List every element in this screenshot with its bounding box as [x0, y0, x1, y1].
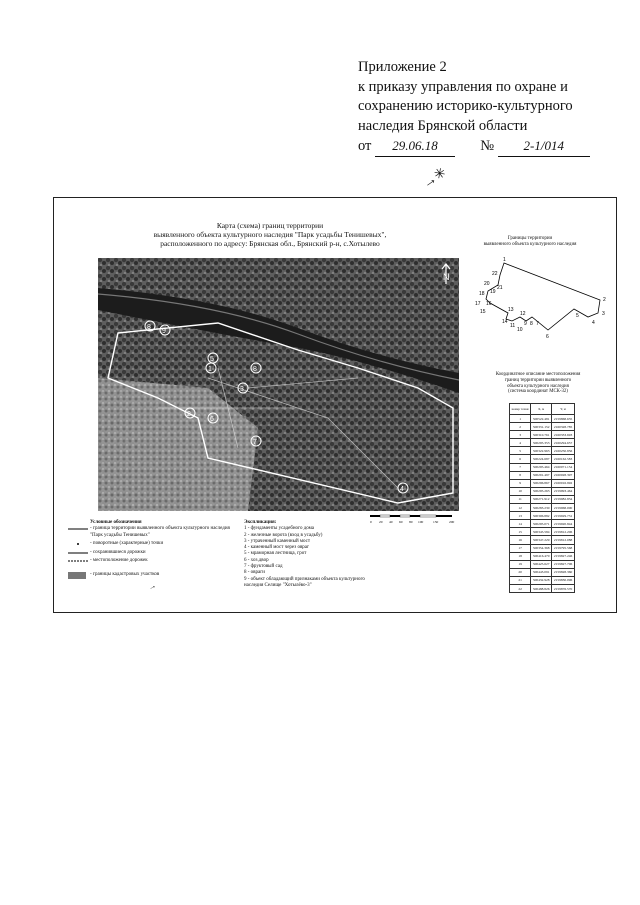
cell-y: 2160328.785 [552, 423, 575, 431]
cell-y: 2159812.088 [552, 536, 575, 544]
marker-8a: 8 [147, 324, 151, 331]
cell-point-number: 3 [510, 431, 531, 439]
cell-y: 2159795.568 [552, 544, 575, 552]
marker-5: 5 [210, 356, 214, 363]
table-row [510, 544, 575, 552]
map-title-line-3: расположенного по адресу: Брянская обл., Брянский р-н, с.Хотылево [160, 239, 380, 248]
marker-1: 1 [208, 366, 212, 373]
boundary-outline [470, 255, 610, 350]
col-x: X, м [531, 404, 552, 415]
cell-x: 500224.687 [531, 455, 552, 463]
dashed-path-icon [68, 558, 90, 564]
point-7: 7 [536, 321, 539, 327]
table-row [510, 512, 575, 520]
table-row [510, 560, 575, 568]
cell-x: 500331.152 [531, 423, 552, 431]
inset-title-line-1: Границы территории [507, 236, 553, 241]
scale-tick-40: 40 [389, 520, 393, 524]
cell-x: 500354.368 [531, 544, 552, 552]
cell-x: 500522.481 [531, 415, 552, 423]
cell-point-number: 14 [510, 520, 531, 528]
cadastral-swatch-icon [68, 572, 90, 578]
cell-x: 500306.882 [531, 512, 552, 520]
explication-item: 3 - утраченный каменный мост [244, 538, 311, 544]
cell-y: 2159993.464 [552, 487, 575, 495]
point-13: 13 [508, 307, 514, 313]
table-row [510, 568, 575, 576]
legend-item-label: - границы кадастровых участков [90, 572, 160, 578]
explication-item: 2 - железные ворота (вход в усадьбу) [244, 532, 323, 538]
cell-point-number: 9 [510, 479, 531, 487]
legend-item-paths [68, 550, 238, 556]
boundary-diagram [470, 255, 610, 350]
explication-heading: Экспликация: [244, 520, 277, 525]
cell-x: 500345.584 [531, 528, 552, 536]
cell-point-number: 18 [510, 552, 531, 560]
coords-table [509, 403, 575, 593]
legend-item-label: - граница территории выявленного объекта культурного наследия "Парк усадьбы Тенишевых" [90, 526, 230, 538]
cell-point-number: 10 [510, 487, 531, 495]
inset-title-line-2: выявленного объекта культурного наследия [483, 242, 577, 247]
coords-table-title [478, 372, 598, 395]
cell-y: 2159828.360 [552, 568, 575, 576]
header-line-4: наследия Брянской области [358, 117, 528, 134]
cell-point-number: 7 [510, 463, 531, 471]
cell-x: 500295.263 [531, 487, 552, 495]
cell-point-number: 12 [510, 504, 531, 512]
point-15: 15 [480, 309, 486, 315]
scale-bar [370, 514, 460, 525]
legend-item-label: - местоположение дорожек [90, 558, 148, 564]
handwritten-arrow-mark: → [146, 580, 158, 593]
cell-y: 2159868.635 [552, 415, 575, 423]
cell-point-number: 6 [510, 455, 531, 463]
handwritten-mark: →✳ [420, 164, 450, 193]
header-line-1: Приложение 2 [358, 59, 447, 75]
point-18: 18 [479, 291, 485, 297]
point-12: 12 [520, 311, 526, 317]
legend-item-label: - поворотные (характерные) точки [90, 541, 164, 547]
point-4: 4 [592, 320, 595, 326]
scale-tick-20: 20 [379, 520, 383, 524]
cell-x: 500310.761 [531, 431, 552, 439]
cell-y: 2159876.570 [552, 584, 575, 592]
table-row [510, 504, 575, 512]
explication-item: 6 - хоз.двор [244, 557, 269, 563]
marker-2: 2 [187, 411, 191, 418]
point-1: 1 [503, 257, 506, 263]
header-date-line [358, 136, 628, 157]
legend-item-label: - сохранившиеся дорожки [90, 549, 146, 555]
cell-y: 2160294.657 [552, 439, 575, 447]
point-16: 16 [486, 301, 492, 307]
marker-9: 9 [162, 328, 166, 335]
point-21: 21 [497, 285, 503, 291]
table-row [510, 552, 575, 560]
cell-x: 500432.928 [531, 576, 552, 584]
marker-7: 7 [253, 439, 257, 446]
header-line-3: сохранению историко-культурного [358, 98, 573, 114]
header-line-2: к приказу управления по охране и [358, 78, 568, 95]
map-title-line-2: выявленного объекта культурного наследия "Парк усадьбы Тенишевых", [153, 230, 387, 239]
cell-x: 500295.464 [531, 463, 552, 471]
point-9: 9 [524, 321, 527, 327]
cell-point-number: 8 [510, 471, 531, 479]
coords-title-line-2: границ территории выявленного [504, 377, 572, 383]
coords-title-line-1: Координатное описание местоположения [495, 372, 581, 377]
cell-point-number: 21 [510, 576, 531, 584]
cell-y: 2160250.856 [552, 447, 575, 455]
point-19: 19 [490, 289, 496, 295]
cell-x: 500488.826 [531, 584, 552, 592]
marker-4: 4 [400, 486, 404, 493]
table-row [510, 520, 575, 528]
coords-title-line-3: объекта культурного наследия [507, 383, 569, 389]
map-title-line-1: Карта (схема) границ территории [216, 221, 324, 230]
explication-item: 1 - фундаменты усадебного дома [244, 526, 315, 532]
table-row [510, 487, 575, 495]
cell-x: 500416.470 [531, 552, 552, 560]
cell-y: 2160162.583 [552, 455, 575, 463]
marker-6: 6 [210, 416, 214, 423]
cell-x: 500295.071 [531, 520, 552, 528]
table-row [510, 439, 575, 447]
cell-x: 500443.091 [531, 568, 552, 576]
cell-x: 500291.497 [531, 471, 552, 479]
scale-tick-0: 0 [370, 520, 372, 524]
point-11: 11 [510, 323, 516, 329]
cell-x: 500295.353 [531, 439, 552, 447]
explication-item: 7 - фруктовый сад [244, 564, 283, 570]
cell-x: 500296.867 [531, 479, 552, 487]
legend-item-lost-paths [68, 558, 238, 564]
cell-x: 500347.229 [531, 536, 552, 544]
table-row [510, 415, 575, 423]
point-14: 14 [502, 319, 508, 325]
number-value: 2-1/014 [498, 136, 590, 157]
point-3: 3 [602, 311, 605, 317]
point-8: 8 [530, 321, 533, 327]
path-line-icon [68, 550, 90, 556]
table-row [510, 495, 575, 503]
table-row [510, 431, 575, 439]
cell-y: 2160028.397 [552, 471, 575, 479]
cell-x: 500425.627 [531, 560, 552, 568]
cell-y: 2160016.992 [552, 479, 575, 487]
point-5: 5 [576, 313, 579, 319]
cell-point-number: 5 [510, 447, 531, 455]
cell-y: 2159968.000 [552, 504, 575, 512]
table-row [510, 463, 575, 471]
legend-item-points [68, 541, 238, 547]
cell-y: 2159812.206 [552, 528, 575, 536]
cell-y: 2159920.844 [552, 520, 575, 528]
cell-y: 2159827.706 [552, 560, 575, 568]
table-row [510, 455, 575, 463]
cell-y: 2160071.154 [552, 463, 575, 471]
date-prefix: от [358, 138, 372, 154]
explication-item: 5 - мраморная лестница, грот [244, 551, 307, 557]
aerial-photo [98, 258, 459, 511]
explication-item: 4 - каменный мост через овраг [244, 545, 310, 551]
document-header [358, 58, 628, 157]
scale-tick-200: 200 [449, 520, 455, 524]
cell-y: 2159827.246 [552, 552, 575, 560]
explication-item: 8 - овраги [244, 570, 265, 576]
legend-item-boundary [68, 526, 238, 539]
cell-y: 2159929.731 [552, 512, 575, 520]
legend-item-cadastral [68, 572, 238, 578]
table-row [510, 479, 575, 487]
col-y: Y, м [552, 404, 575, 415]
cell-point-number: 17 [510, 544, 531, 552]
cell-point-number: 15 [510, 528, 531, 536]
cell-point-number: 13 [510, 512, 531, 520]
cell-point-number: 16 [510, 536, 531, 544]
cell-x: 500271.912 [531, 495, 552, 503]
cell-point-number: 4 [510, 439, 531, 447]
explication [244, 520, 374, 589]
explication-item: 9 - объект обладающий признаками объекта культурного наследия Селище "Хотылёво-3" [244, 576, 365, 588]
point-17: 17 [475, 301, 481, 307]
point-22: 22 [492, 271, 498, 277]
cell-x: 500283.230 [531, 504, 552, 512]
legend [68, 520, 238, 579]
table-row [510, 584, 575, 592]
table-row [510, 423, 575, 431]
turning-point-icon [68, 541, 90, 547]
table-row [510, 536, 575, 544]
legend-heading: Условные обозначения [90, 520, 142, 525]
aerial-map [98, 258, 459, 511]
marker-3: 3 [240, 386, 244, 393]
coords-title-line-4: (система координат МСК-32) [508, 389, 568, 395]
date-value: 29.06.18 [375, 136, 455, 157]
cell-y: 2159982.834 [552, 495, 575, 503]
north-arrow: N [443, 272, 450, 282]
scale-tick-60: 60 [399, 520, 403, 524]
point-20: 20 [484, 281, 490, 287]
number-prefix: № [480, 138, 495, 154]
map-title [100, 221, 440, 248]
cell-point-number: 22 [510, 584, 531, 592]
marker-8b: 8 [253, 366, 257, 373]
boundary-line-icon [68, 526, 90, 532]
cell-point-number: 19 [510, 560, 531, 568]
table-row [510, 447, 575, 455]
point-6: 6 [546, 334, 549, 340]
col-point-number: номер точки [510, 404, 531, 415]
coords-table-body [510, 415, 575, 593]
scale-bar-graphic [370, 514, 460, 524]
cell-x: 500322.963 [531, 447, 552, 455]
table-row [510, 528, 575, 536]
table-header-row [510, 404, 575, 415]
point-10: 10 [517, 327, 523, 333]
table-row [510, 471, 575, 479]
cell-point-number: 2 [510, 423, 531, 431]
point-2: 2 [603, 297, 606, 303]
table-row [510, 576, 575, 584]
cell-point-number: 20 [510, 568, 531, 576]
cell-point-number: 11 [510, 495, 531, 503]
inset-title [470, 236, 590, 248]
cell-y: 2159830.096 [552, 576, 575, 584]
scale-tick-80: 80 [409, 520, 413, 524]
cell-point-number: 1 [510, 415, 531, 423]
cell-y: 2160333.693 [552, 431, 575, 439]
scale-tick-150: 150 [433, 520, 439, 524]
scale-tick-100: 100 [418, 520, 424, 524]
